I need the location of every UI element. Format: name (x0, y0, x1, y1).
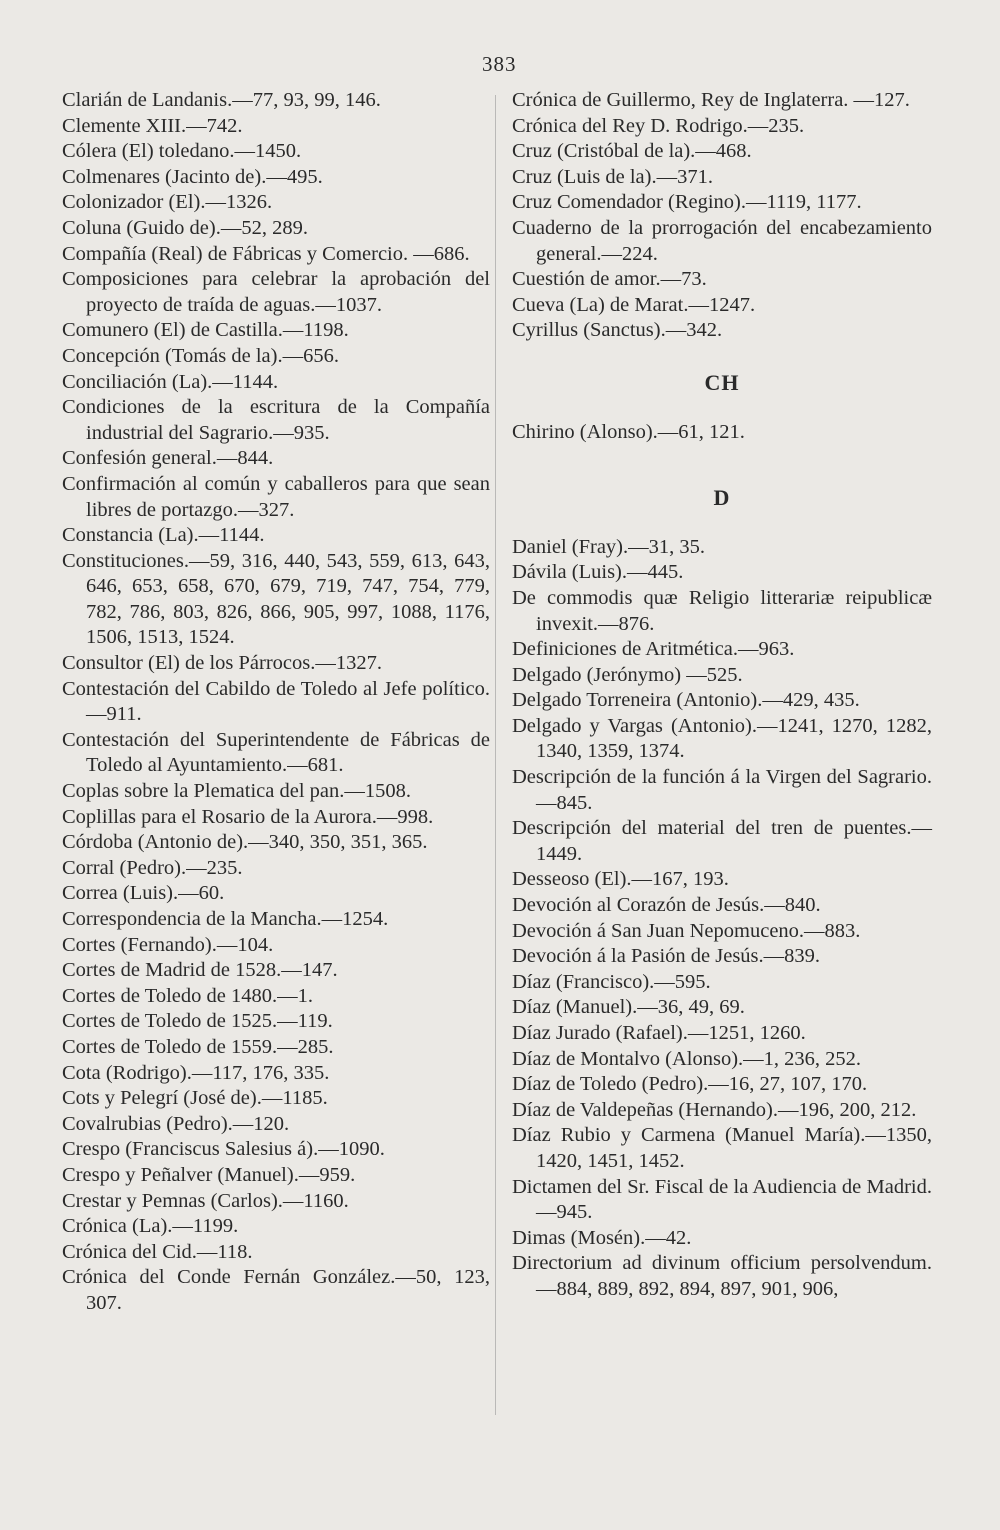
index-entry: Clarián de Landanis.—77, 93, 99, 146. (62, 89, 381, 111)
column-divider (495, 95, 496, 1415)
index-entry: Confirmación al común y caballeros para que sean libres de portazgo.—327. (62, 472, 490, 521)
index-entry: Crónica del Cid.—118. (62, 1240, 253, 1263)
index-entry: Díaz de Valdepeñas (Hernando).—196, 200, 212. (512, 1098, 917, 1121)
index-entry: Devoción al Corazón de Jesús.—840. (512, 894, 821, 917)
index-entry: Chirino (Alonso).—61, 121. (512, 420, 745, 443)
index-entry: Crestar y Pemnas (Carlos).—1160. (62, 1189, 349, 1212)
index-entry: Dávila (Luis).—445. (512, 561, 684, 584)
index-entry: Díaz Rubio y Carmena (Manuel María).—1350, 1420, 1451, 1452. (512, 1124, 932, 1172)
index-entry: Contestación del Superintendente de Fábricas de Toledo al Ayuntamiento.—681. (62, 728, 490, 777)
index-entry: Colmenares (Jacinto de).—495. (62, 165, 323, 188)
index-entry: Cortes de Toledo de 1559.—285. (62, 1035, 334, 1058)
index-entry: Concepción (Tomás de la).—656. (62, 344, 339, 367)
index-entry: Díaz de Toledo (Pedro).—16, 27, 107, 170. (512, 1073, 868, 1096)
left-column (62, 88, 490, 1317)
index-entry: Correspondencia de la Mancha.—1254. (62, 908, 389, 930)
index-entry: Cólera (El) toledano.—1450. (62, 140, 302, 163)
index-entry: Contestación del Cabildo de Toledo al Jefe político.—911. (62, 677, 490, 726)
index-entry: Cyrillus (Sanctus).—342. (512, 319, 723, 342)
index-entry: Cueva (La) de Marat.—1247. (512, 293, 756, 316)
index-entry: Constituciones.—59, 316, 440, 543, 559, 613, 643, 646, 653, 658, 670, 679, 719, 747, 754, 779, 782, 786, 803, 826, 866, 905, 997, 1088, 1176, 1506, 1513, 1524. (62, 549, 490, 649)
index-entry: Conciliación (La).—1144. (62, 370, 279, 393)
index-entry: Díaz (Francisco).—595. (512, 970, 711, 993)
index-entry: Clemente XIII.—742. (62, 114, 243, 137)
index-entry: Cruz (Cristóbal de la).—468. (512, 140, 752, 163)
index-entry: Díaz de Montalvo (Alonso).—1, 236, 252. (512, 1047, 862, 1070)
index-entry: Córdoba (Antonio de).—340, 350, 351, 365. (62, 831, 428, 854)
index-entry: Daniel (Fray).—31, 35. (512, 535, 705, 558)
index-entry: Cortes de Toledo de 1480.—1. (62, 984, 313, 1007)
index-entry: Definiciones de Aritmética.—963. (512, 638, 795, 661)
index-entry: Cots y Pelegrí (José de).—1185. (62, 1087, 328, 1110)
index-entry: Correa (Luis).—60. (62, 882, 225, 905)
index-entry: Dictamen del Sr. Fiscal de la Audiencia de Madrid.—945. (512, 1175, 932, 1224)
index-entry: Crónica (La).—1199. (62, 1215, 239, 1238)
index-entry: Descripción del material del tren de puentes.—1449. (512, 817, 932, 865)
index-entry: Constancia (La).—1144. (62, 524, 265, 547)
index-entry: Delgado Torreneira (Antonio).—429, 435. (512, 689, 860, 712)
index-entry: Confesión general.—844. (62, 447, 274, 470)
index-entry: Consultor (El) de los Párrocos.—1327. (62, 652, 382, 675)
index-entry: Cortes (Fernando).—104. (62, 933, 274, 956)
index-entry: Crónica del Conde Fernán González.—50, 123, 307. (62, 1266, 490, 1314)
index-entry: Compañía (Real) de Fábricas y Comercio. —686. (62, 242, 470, 265)
index-entry: Coplas sobre la Plematica del pan.—1508. (62, 780, 411, 803)
index-entry: Coluna (Guido de).—52, 289. (62, 216, 308, 239)
index-entry: Cuaderno de la prorrogación del encabezamiento general.—224. (512, 216, 932, 265)
index-entry: Crónica de Guillermo, Rey de Inglaterra. —127. (512, 89, 910, 111)
index-entry: Díaz (Manuel).—36, 49, 69. (512, 996, 745, 1019)
index-entry: Devoción á la Pasión de Jesús.—839. (512, 945, 821, 968)
index-entry: Desseoso (El).—167, 193. (512, 868, 729, 891)
index-entry: Crónica del Rey D. Rodrigo.—235. (512, 114, 805, 137)
index-entry: Comunero (El) de Castilla.—1198. (62, 319, 349, 342)
page-number: 383 (482, 52, 517, 76)
index-entry: Díaz Jurado (Rafael).—1251, 1260. (512, 1022, 806, 1044)
index-entry: Corral (Pedro).—235. (62, 856, 243, 879)
index-entry: Condiciones de la escritura de la Compañía industrial del Sagrario.—935. (62, 396, 490, 444)
index-entry: Crespo y Peñalver (Manuel).—959. (62, 1163, 356, 1186)
index-entry: Directorium ad divinum officium persolvendum.—884, 889, 892, 894, 897, 901, 906, (512, 1252, 932, 1300)
index-entry: Cruz Comendador (Regino).—1119, 1177. (512, 191, 862, 214)
index-entry: Delgado (Jerónymo) —525. (512, 663, 743, 686)
index-entry: Descripción de la función á la Virgen del Sagrario.—845. (512, 766, 932, 814)
index-entry: Dimas (Mosén).—42. (512, 1226, 692, 1249)
index-entry: Cuestión de amor.—73. (512, 268, 707, 291)
index-entry: Devoción á San Juan Nepomuceno.—883. (512, 919, 861, 942)
index-entry: Cruz (Luis de la).—371. (512, 165, 713, 188)
index-entry: Cortes de Toledo de 1525.—119. (62, 1010, 333, 1033)
index-entry: Colonizador (El).—1326. (62, 191, 273, 214)
section-heading-d: D (713, 485, 731, 511)
index-entry: Crespo (Franciscus Salesius á).—1090. (62, 1138, 385, 1161)
section-heading-ch: CH (704, 369, 740, 395)
index-entry: Cota (Rodrigo).—117, 176, 335. (62, 1061, 330, 1084)
index-entry: Cortes de Madrid de 1528.—147. (62, 959, 338, 982)
index-entry: Composiciones para celebrar la aprobación del proyecto de traída de aguas.—1037. (62, 268, 490, 316)
index-entry: Covalrubias (Pedro).—120. (62, 1112, 290, 1135)
index-entry: Coplillas para el Rosario de la Aurora.—998. (62, 805, 434, 828)
right-column (512, 88, 932, 1303)
index-entry: Delgado y Vargas (Antonio).—1241, 1270, 1282, 1340, 1359, 1374. (512, 714, 932, 763)
index-entry: De commodis quæ Religio litterariæ reipublicæ invexit.—876. (512, 586, 932, 635)
